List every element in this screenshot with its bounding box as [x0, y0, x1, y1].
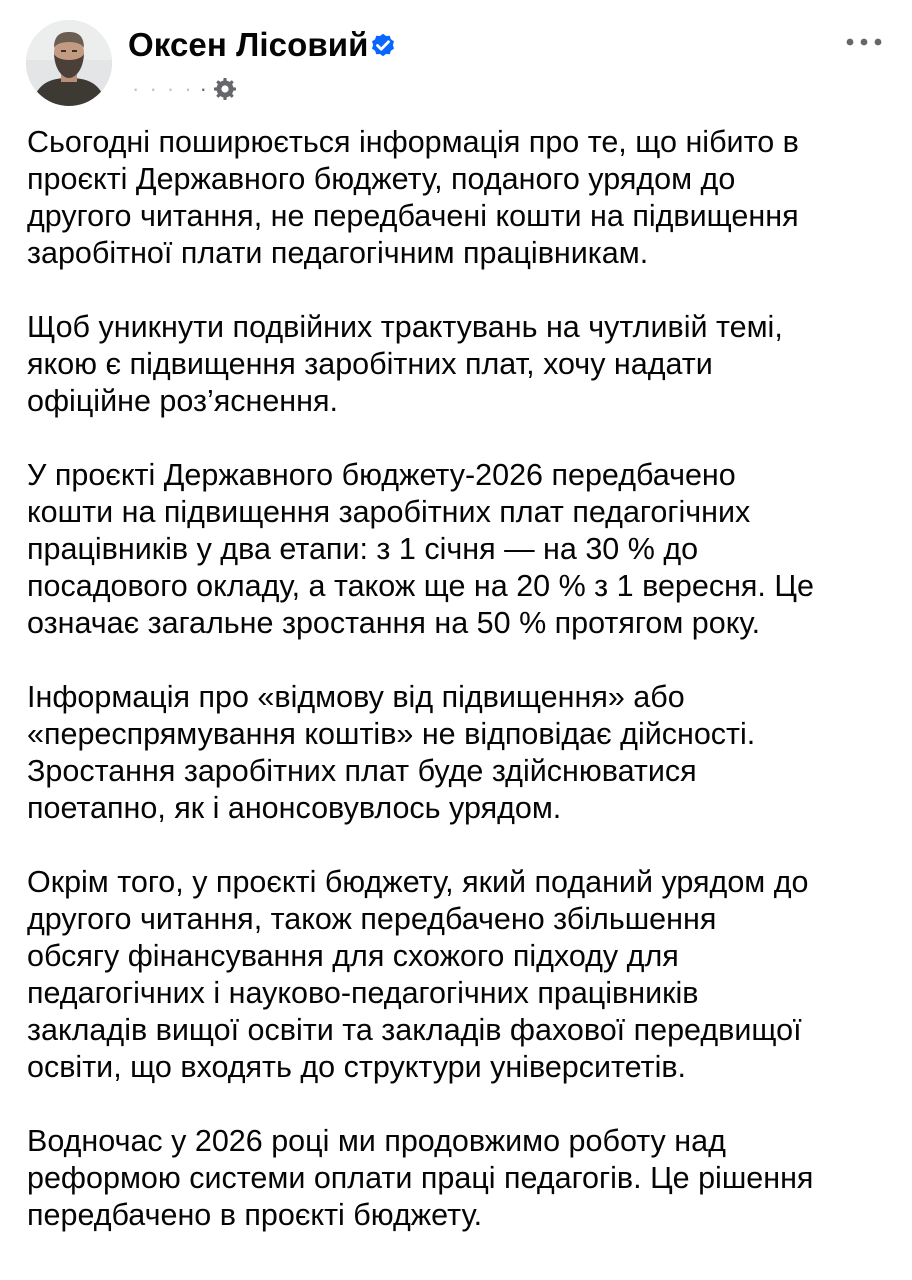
post-paragraph: Щоб уникнути подвійних трактувань на чутливій темі, якою є підвищення заробітних плат, хочу надати офіційне роз’яснення.	[27, 310, 783, 418]
post-paragraph: У проєкті Державного бюджету-2026 передбачено кошти на підвищення заробітних плат педагогічних працівників у два етапи: з 1 січня — на 30 % до посадового окладу, а також ще на 20 % з 1 вересня. Це означає загальне зростання на 50 % протягом року.	[27, 458, 814, 640]
meta-separator: ·	[199, 76, 207, 101]
more-options-icon[interactable]	[844, 34, 884, 50]
post-meta	[132, 74, 237, 104]
post-paragraph: Окрім того, у проєкті бюджету, який поданий урядом до другого читання, також передбачено збільшення обсягу фінансування для схожого підходу для педагогічних і науково-педагогічних працівників закладів вищої освіти та закладів фахової передвищої освіти, що входять до структури університетів.	[27, 865, 809, 1084]
author-name[interactable]: Оксен Лісовий	[128, 26, 369, 63]
post-timestamp[interactable]: · · · ·	[132, 76, 194, 101]
author-avatar[interactable]	[26, 20, 112, 106]
settings-gear-icon	[213, 77, 237, 101]
verified-badge-icon	[368, 30, 398, 60]
post-body	[27, 124, 897, 1271]
post-paragraph: Сьогодні поширюється інформація про те, що нібито в проєкті Державного бюджету, поданого урядом до другого читання, не передбачені кошти на підвищення заробітної плати педагогічним працівникам.	[27, 125, 799, 270]
post-paragraph: Водночас у 2026 році ми продовжимо роботу над реформою системи оплати праці педагогів. Це рішення передбачено в проєкті бюджету.	[27, 1124, 814, 1232]
post-header	[26, 20, 886, 110]
post-paragraph: Інформація про «відмову від підвищення» або «переспрямування коштів» не відповідає дійсності. Зростання заробітних плат буде здійснюватися поетапно, як і анонсовувлось урядом.	[27, 680, 756, 825]
